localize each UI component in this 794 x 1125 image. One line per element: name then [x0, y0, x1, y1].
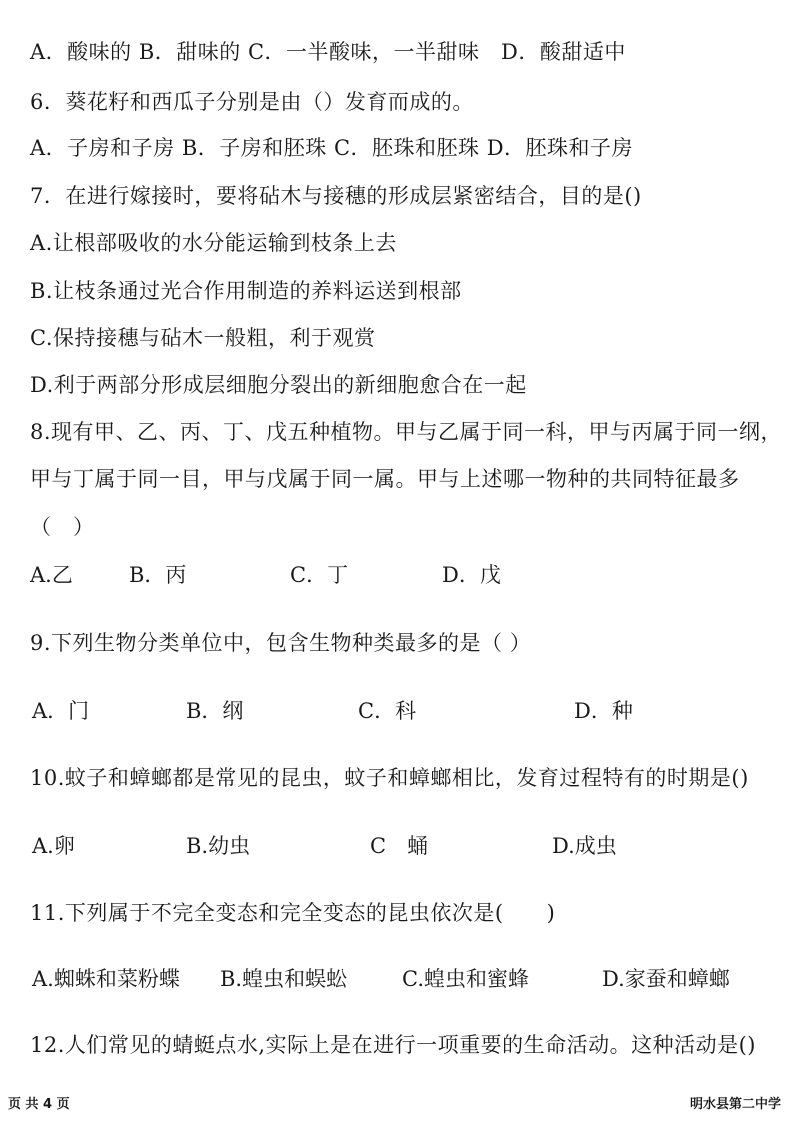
q10-stem: 10.蚊子和蟑螂都是常见的昆虫，蚊子和蟑螂相比，发育过程特有的时期是(): [30, 766, 749, 790]
q11-option-a: A.蜘蛛和菜粉蝶: [32, 967, 180, 991]
q11-option-d: D.家蚕和蟑螂: [602, 967, 730, 991]
q11-option-c: C.蝗虫和蜜蜂: [402, 967, 529, 991]
q10-option-b: B.幼虫: [186, 834, 251, 858]
q8-option-d: D．戊: [442, 563, 501, 587]
q9-option-a: A．门: [32, 699, 90, 723]
q7-option-d: D.利于两部分形成层细胞分裂出的新细胞愈合在一起: [30, 373, 527, 397]
q7-stem: 7．在进行嫁接时，要将砧木与接穗的形成层紧密结合，目的是(): [30, 184, 642, 208]
q6-stem: 6．葵花籽和西瓜子分别是由（）发育而成的。: [30, 90, 474, 114]
q8-option-c: C．丁: [290, 563, 349, 587]
q7-option-b: B.让枝条通过光合作用制造的养料运送到根部: [30, 279, 462, 303]
q9-option-b: B．纲: [186, 699, 244, 723]
q7-option-a: A.让根部吸收的水分能运输到枝条上去: [30, 231, 397, 255]
q7-option-c: C.保持接穗与砧木一般粗，利于观赏: [30, 326, 376, 350]
q5-options: A．酸味的 B．甜味的 C．一半酸味，一半甜味 D．酸甜适中: [30, 40, 626, 64]
q8-stem-line3: （ ）: [30, 515, 95, 539]
q8-stem-line2: 甲与丁属于同一目，甲与戊属于同一属。甲与上述哪一物种的共同特征最多: [30, 467, 740, 491]
q10-option-d: D.成虫: [552, 834, 617, 858]
q11-stem: 11.下列属于不完全变态和完全变态的昆虫依次是( ): [30, 901, 556, 925]
q8-stem-line1: 8.现有甲、乙、丙、丁、戊五种植物。甲与乙属于同一科，甲与丙属于同一纲，: [30, 420, 783, 444]
q10-option-c: C 蛹: [370, 834, 429, 858]
school-name: 明水县第二中学: [690, 1097, 782, 1112]
q9-stem: 9.下列生物分类单位中，包含生物种类最多的是（ ）: [30, 631, 532, 655]
q8-option-b: B．丙: [129, 563, 187, 587]
q12-stem: 12.人们常见的蜻蜓点水,实际上是在进行一项重要的生命活动。这种活动是(): [30, 1033, 756, 1057]
q9-option-d: D．种: [574, 699, 633, 723]
q6-options: A．子房和子房 B．子房和胚珠 C．胚珠和胚珠 D．胚珠和子房: [30, 136, 634, 160]
q8-option-a: A.乙: [30, 563, 73, 587]
page-count: 页 共 4 页: [8, 1097, 70, 1112]
q10-option-a: A.卵: [32, 834, 75, 858]
q11-option-b: B.蝗虫和蜈蚣: [220, 967, 348, 991]
q9-option-c: C．科: [358, 699, 417, 723]
